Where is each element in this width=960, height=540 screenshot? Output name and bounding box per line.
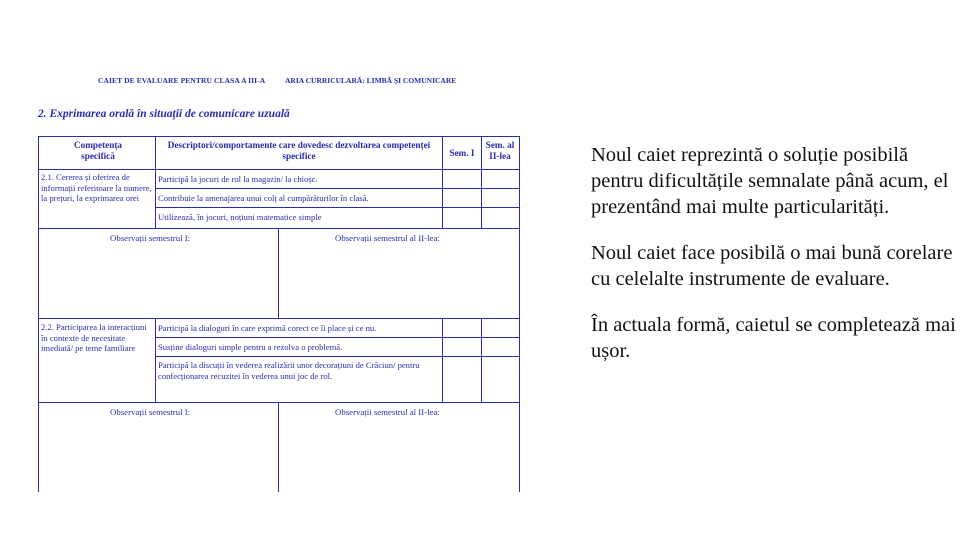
column-header-descriptors: Descriptori/comportamente care dovedesc dezvoltarea competenței specifice (167, 140, 431, 161)
descriptor-row: Participă la dialoguri în care exprimă corect ce îi place și ce nu. (158, 323, 377, 333)
table-line (155, 188, 520, 189)
table-line (481, 318, 482, 402)
table-line (38, 402, 520, 403)
table-line (155, 207, 520, 208)
table-line (519, 136, 520, 492)
table-line (155, 356, 520, 357)
evaluation-table (38, 136, 520, 492)
descriptor-row: Susține dialoguri simple pentru a rezolva o problemă. (158, 342, 343, 352)
table-line (155, 337, 520, 338)
table-line (38, 228, 520, 229)
table-line (38, 136, 520, 137)
table-line (278, 228, 279, 318)
descriptor-row: Participă la discuții în vederea realizării unor decorațiuni de Crăciun/ pentru confecționarea recuzitei în vederea unui joc de rol. (158, 360, 420, 381)
notebook-header-title: CAIET DE EVALUARE PENTRU CLASA A III-A (98, 76, 266, 85)
column-header-sem2: Sem. al II-lea (485, 140, 515, 161)
competence-2-2-label: 2.2. Participarea la interacțiuni în contexte de necesitate imediată/ pe teme familiare (41, 322, 147, 353)
section-title: 2. Exprimarea orală în situații de comunicare uzuală (38, 108, 290, 120)
notes-panel (591, 142, 956, 384)
table-line (278, 402, 279, 492)
table-line (442, 318, 443, 402)
competence-2-1-label: 2.1. Cererea și oferirea de informații referitoare la numere, la prețuri, la exprimarea orei (41, 172, 152, 203)
table-line (38, 169, 520, 170)
note-paragraph: Noul caiet reprezintă o soluție posibilă pentru dificultățile semnalate până acum, el prezentând mai multe particularități. (591, 144, 949, 218)
note-paragraph: Noul caiet face posibilă o mai bună corelare cu celelalte instrumente de evaluare. (591, 242, 953, 290)
descriptor-row: Contribuie la amenajarea unui colț al cumpărăturilor în clasă. (158, 193, 369, 203)
descriptor-row: Utilizează, în jocuri, noțiuni matematice simple (158, 212, 322, 222)
observations-sem2-label: Observații semestrul al II-lea: (335, 407, 440, 417)
curricular-area-header: ARIA CURRICULARĂ: LIMBĂ ȘI COMUNICARE (285, 76, 457, 85)
table-line (38, 318, 520, 319)
observations-sem1-label: Observații semestrul I: (110, 407, 191, 417)
descriptor-row: Participă la jocuri de rol la magazin/ la chioșc. (158, 174, 318, 184)
observations-sem2-label: Observații semestrul al II-lea: (335, 233, 440, 243)
observations-sem1-label: Observații semestrul I: (110, 233, 191, 243)
column-header-sem1: Sem. I (449, 148, 475, 158)
table-line (155, 136, 156, 228)
table-line (155, 318, 156, 402)
column-header-competence: Competența specifică (74, 140, 122, 161)
table-line (38, 136, 39, 492)
note-paragraph: În actuala formă, caietul se completează mai ușor. (591, 314, 956, 362)
